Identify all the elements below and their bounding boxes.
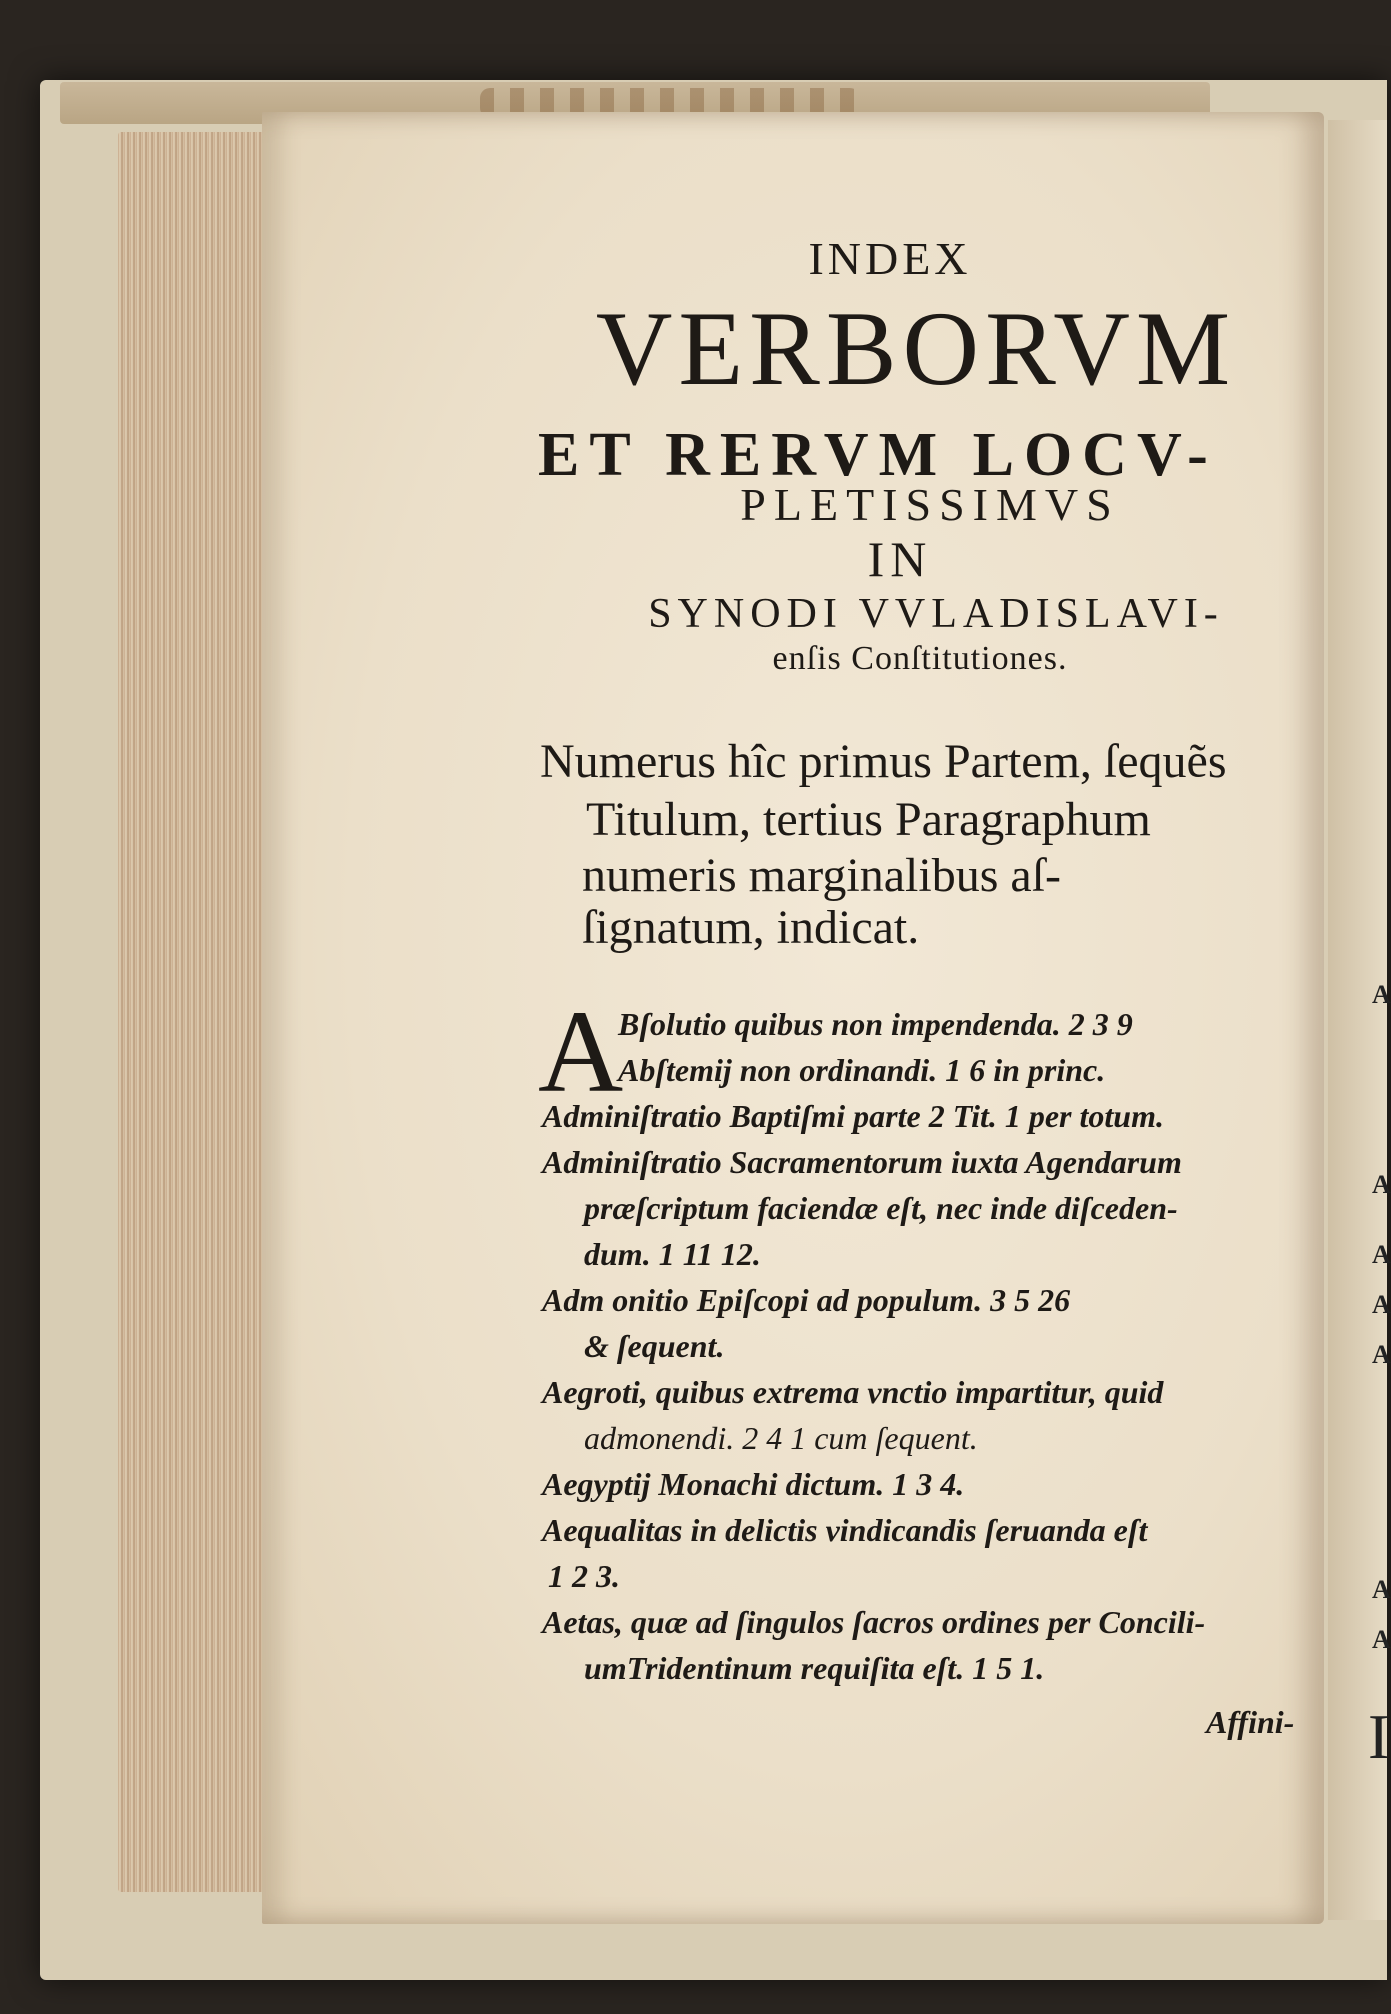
index-entry-line: Bſolutio quibus non impendenda. 2 3 9 (618, 1006, 1133, 1042)
next-page-glyph: A (1372, 1575, 1391, 1604)
title-et-rerum: ET RERVM LOCV- (538, 421, 1218, 489)
index-entry-line: dum. 1 11 12. (584, 1236, 761, 1272)
index-entry-line: Aegroti, quibus extrema vnctio impartitur, quid (542, 1374, 1164, 1410)
next-page-glyph: A (1372, 1240, 1391, 1269)
index-entry-line: Aetas, quæ ad ſingulos ſacros ordines per Concili- (542, 1604, 1206, 1640)
index-entry-line: Abſtemij non ordinandi. 1 6 in princ. (618, 1052, 1106, 1088)
note-line: numeris marginalibus aſ- (582, 849, 1062, 902)
title-index: INDEX (808, 233, 972, 284)
index-entry-line: Adminiſtratio Sacramentorum iuxta Agendarum (542, 1144, 1182, 1180)
title-ensis: enſis Conſtitutiones. (772, 640, 1068, 677)
title-verborum: VERBORVM (595, 290, 1237, 407)
next-page-glyph: A (1372, 1340, 1391, 1369)
next-page-glyph: A (1372, 1170, 1391, 1199)
note-line: Titulum, tertius Paragraphum (586, 793, 1151, 846)
index-entry-line: 1 2 3. (548, 1558, 620, 1594)
title-pletissimus: PLETISSIMVS (740, 479, 1120, 530)
index-entry-line: præſcriptum faciendæ eſt, nec inde diſceden- (584, 1190, 1178, 1226)
index-entry-line: Aegyptij Monachi dictum. 1 3 4. (542, 1466, 965, 1502)
index-entry-line: umTridentinum requiſita eſt. 1 5 1. (584, 1650, 1045, 1686)
note-line: Numerus hîc primus Partem, ſequẽs (540, 735, 1227, 788)
next-page-glyph: A (1372, 980, 1391, 1009)
index-entry-line: Adm onitio Epiſcopi ad populum. 3 5 26 (542, 1282, 1071, 1318)
index-entry-line: Aequalitas in delictis vindicandis ſeruanda eſt (542, 1512, 1148, 1548)
index-entry-line: admonendi. 2 4 1 cum ſequent. (584, 1420, 978, 1456)
next-page-glyph: A (1372, 1290, 1391, 1319)
catchword: Affini- (1206, 1704, 1295, 1740)
index-entry-line: & ſequent. (584, 1328, 725, 1364)
title-in: IN (867, 531, 933, 587)
title-synodi: SYNODI VVLADISLAVI- (648, 591, 1224, 637)
next-page-glyph: A (1372, 1625, 1391, 1654)
drop-cap: A (538, 986, 624, 1117)
next-page-glyph: I (1368, 1701, 1390, 1772)
index-entry-line: Adminiſtratio Baptiſmi parte 2 Tit. 1 per totum. (542, 1098, 1164, 1134)
note-line: ſignatum, indicat. (582, 901, 920, 954)
